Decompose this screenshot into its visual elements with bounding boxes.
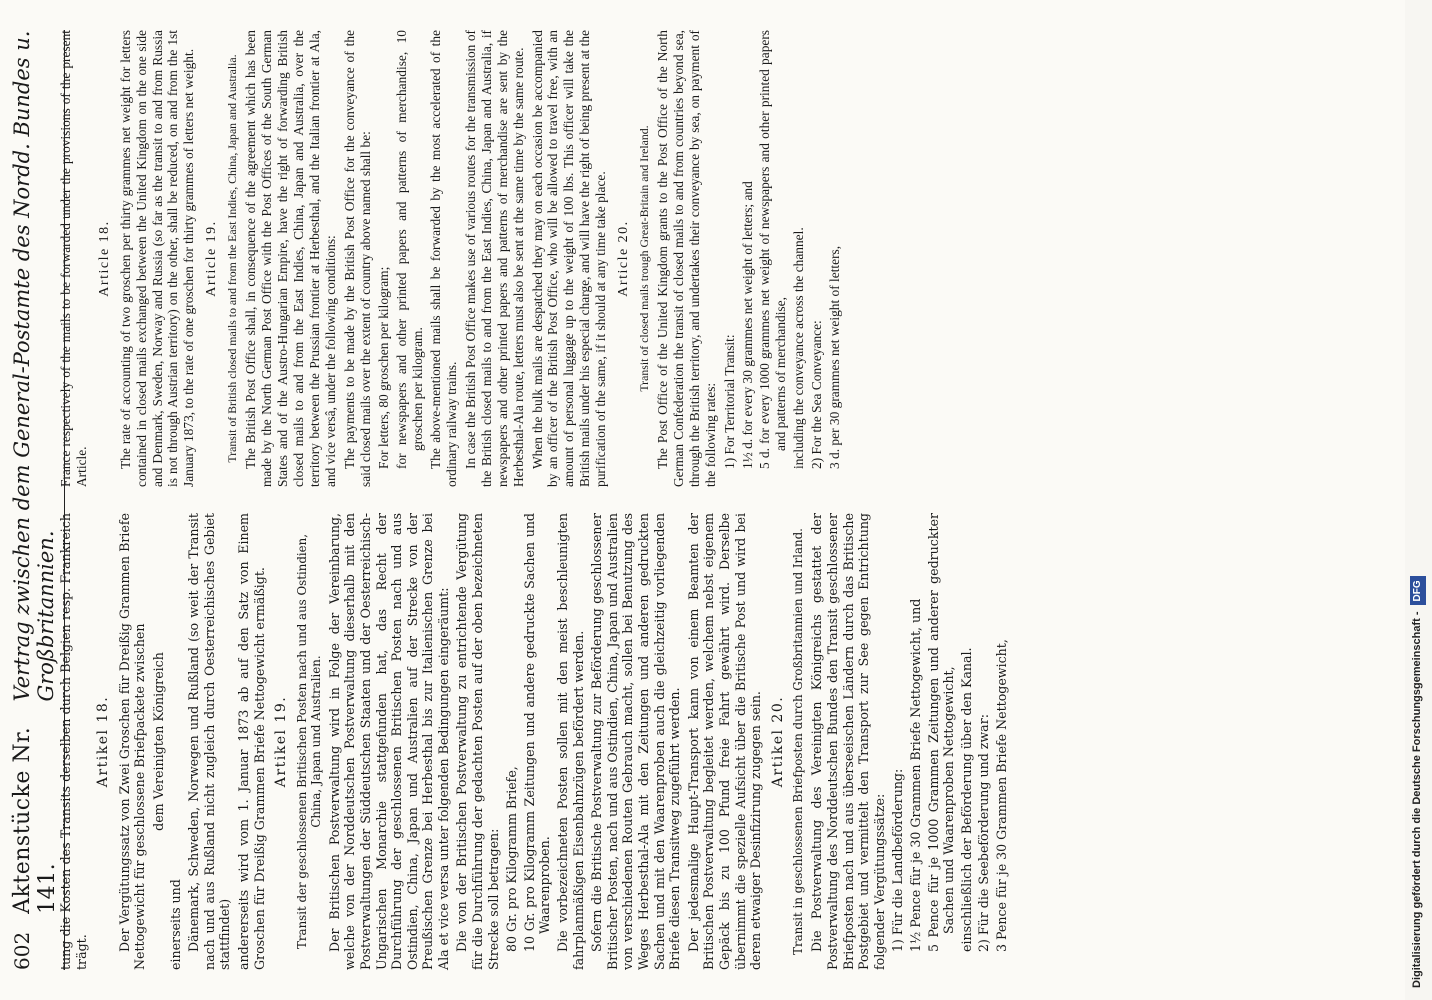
german-line: einerseits und xyxy=(167,879,183,970)
english-list-item: for newspapers and other printed papers and patterns of merchandise, 10 groschen per kilogram. xyxy=(394,30,426,469)
german-paragraph: Der Vergütungssatz von Zwei Groschen für Dreißig Grammen Briefe Nettogewicht für geschlossene Briefpackete zwischen xyxy=(116,513,148,970)
german-list-item: 2) Für die Seebeförderung und zwar: xyxy=(976,714,992,952)
english-paragraph: The Post Office of the United Kingdom grants to the Post Office of the North German Confederation the transit of closed mails to and from countries beyond sea, through the British territory, and undertakes their conveyance by sea, on payment of the following rates: xyxy=(655,30,718,487)
english-article-20-heading: Article 20. xyxy=(616,220,632,297)
german-list-item: 5 Pence für je 1000 Grammen Zeitungen und anderer gedruckter Sachen und Waarenproben Nettogewicht, xyxy=(925,513,957,952)
german-paragraph: Dänemark, Schweden, Norwegen und Rußland (so weit der Transit nach und aus Rußland nicht zugleich durch Oesterreichisches Gebiet stattfindet) xyxy=(186,513,233,970)
german-article-20-heading: Artikel 20. xyxy=(769,695,786,788)
german-article-20-subtitle: Transit in geschlossenen Briefposten durch Großbritannien und Irland. xyxy=(791,528,806,955)
english-paragraph: The payments to be made by the British Post Office for the conveyance of the said closed mails over the extent of country above named shall be: xyxy=(341,30,373,487)
english-article-19-heading: Article 19. xyxy=(204,220,220,297)
german-list-item: 1) Für die Landbeförderung: xyxy=(890,768,906,952)
english-paragraph: The above-mentioned mails shall be forwarded by the most accelerated of the ordinary railway trains. xyxy=(428,30,460,487)
english-paragraph: France respectively of the mails to be forwarded under the provisions of the present Article. xyxy=(58,30,89,487)
english-list-item: For letters, 80 groschen per kilogram; xyxy=(376,266,392,469)
german-paragraph: tung die Kosten des Transits derselben durch Belgien resp. Frankreich trägt. xyxy=(58,513,89,970)
english-paragraph: When the bulk mails are despatched they may on each occasion be accompanied by an officer of the British Post Office, who will be allowed to travel free, with an amount of personal luggage up to the weight of 100 lbs. This officer will take the British mails under his especial charge, and will have the right of being present at the purification of the same, if it should at any time take place. xyxy=(529,30,609,487)
german-paragraph: Die Postverwaltung des Vereinigten Königreichs gestattet der Postverwaltung des Norddeutschen Bundes den Transit geschlossener Briefposten nach und aus überseeischen Ländern durch das Britische Postgebiet und vermittelt den Transport zur See gegen Entrichtung folgender Vergütungssätze: xyxy=(809,513,887,970)
english-list-item: 3 d. per 30 grammes net weight of letters, xyxy=(827,245,843,469)
german-paragraph: Der jedesmalige Haupt-Transport kann von einem Beamten der Britischen Postverwaltung begleitet werden, welchem nebst eigenem Gepäck bis zu 100 Pfund freie Fahrt gewährt wird. Derselbe übernimmt die spezielle Aufsicht über die Britische Post und wird bei deren etwaiger Desinfizirung zugegen sein. xyxy=(685,513,764,970)
english-list-item: including the conveyance across the channel. xyxy=(791,227,807,469)
text-columns xyxy=(58,30,1385,970)
english-article-20-subtitle: Transit of closed mails trough Great-Britain and Ireland. xyxy=(637,125,651,392)
english-list-item: 2) For the Sea Conveyance: xyxy=(809,320,825,469)
german-article-19-heading: Artikel 19. xyxy=(273,695,290,788)
digitization-credit xyxy=(1400,12,1426,988)
german-article-19-subtitle: Transit der geschlossenen Britischen Posten nach und aus Ostindien, China, Japan und Australien. xyxy=(294,534,323,949)
german-column xyxy=(58,513,1385,970)
english-column xyxy=(58,30,1385,487)
english-list-item: 1½ d. for every 30 grammes net weight of letters; and xyxy=(739,181,755,469)
german-list-item: 1½ Pence für je 30 Grammen Briefe Nettogewicht, und xyxy=(907,598,923,952)
german-list-item: 80 Gr. pro Kilogramm Briefe, xyxy=(504,766,520,952)
dfg-logo: DFG xyxy=(1410,576,1426,605)
english-paragraph: The British Post Office shall, in consequence of the agreement which has been made by the North German Post Office with the Post Offices of the South German States and of the Austro-Hungarian Empire, have the right of forwarding British closed mails to and from the East Indies, China, Japan and Australia, over the territory between the Prussian frontier at Herbesthal, and the Italian frontier at Ala, and vice versâ, under the following conditions: xyxy=(243,30,338,487)
page-number: 602 xyxy=(10,931,34,970)
english-list-item: 1) For Territorial Transit: xyxy=(721,334,737,469)
german-paragraph: Der Britischen Postverwaltung wird in Folge der Vereinbarung, welche von der Norddeutschen Postverwaltung dieserhalb mit den Postverwaltungen der Süddeutschen Staaten und der Oesterreichisch-Ungarischen Monarchie stattgefunden hat, das Recht der Durchführung der geschlossenen Britischen Posten nach und aus Ostindien, China, Japan und Australien auf der Strecke von der Preußischen Grenze bei Herbesthal bis zur Italienischen Grenze bei Ala et vice versa unter folgenden Bedingungen eingeräumt: xyxy=(326,513,451,970)
english-list-item: 5 d. for every 1000 grammes net weight of newspapers and other printed papers and patterns of merchandise, xyxy=(757,30,789,469)
credit-text: Digitalisierung gefördert durch die Deutsche Forschungsgemeinschaft - xyxy=(1411,611,1423,988)
german-paragraph: Sofern die Britische Postverwaltung zur Beförderung geschlossener Britischer Posten, nach und aus Ostindien, China, Japan und Australien von verschiedenen Routen Gebrauch macht, sollen bei Benutzung des Weges Herbesthal-Ala mit den Zeitungen und anderen gedruckten Sachen und mit den Waarenproben auch die gleichzeitig vorliegenden Briefe diesen Transitweg zugeführt werden. xyxy=(589,513,683,970)
english-paragraph: In case the British Post Office makes use of various routes for the transmission of the British closed mails to and from the East Indies, China, Japan and Australia, if newspapers and other printed papers and patterns of merchandise are sent by the Herbesthal-Ala route, letters must also be sent at the same time by the same route. xyxy=(462,30,526,487)
english-article-19-subtitle: Transit of British closed mails to and from the East Indies, China, Japan and Australia. xyxy=(225,54,240,463)
document-label: Aktenstücke Nr. 141. xyxy=(10,726,60,914)
english-paragraph: The rate of accounting of two groschen per thirty grammes net weight for letters contained in closed mails exchanged between the United Kingdom on the one side and Denmark, Sweden, Norway and Russia (so far as the transit to and from Russia is not through Austrian territory) on the other, shall be reduced, on and from the 1st January 1873, to the rate of one groschen for thirty grammes of letters net weight. xyxy=(117,30,197,487)
english-article-18-heading: Article 18. xyxy=(96,220,112,297)
german-line: dem Vereinigten Königreich xyxy=(150,652,166,831)
german-paragraph: Die vorbezeichneten Posten sollen mit den meist beschleunigten fahrplanmäßigen Eisenbahnzügen befördert werden. xyxy=(555,513,586,970)
german-list-item: einschließlich der Beförderung über den Kanal. xyxy=(958,647,974,952)
running-head xyxy=(10,30,65,970)
german-paragraph: Die von der Britischen Postverwaltung zu entrichtende Vergütung für die Durchführung der gedachten Posten auf der oben bezeichneten Strecke soll betragen: xyxy=(454,513,501,970)
german-article-18-heading: Artikel 18. xyxy=(95,695,112,788)
german-paragraph: andererseits wird vom 1. Januar 1873 ab auf den Satz von Einem Groschen für Dreißig Grammen Briefe Nettogewicht ermäßigt. xyxy=(235,513,267,970)
german-list-item: 3 Pence für je 30 Grammen Briefe Nettogewicht, xyxy=(993,639,1009,952)
running-title: Vertrag zwischen dem General-Postamte des Nordd. Bundes u. Großbritannien. xyxy=(10,30,58,702)
german-list-item: 10 Gr. pro Kilogramm Zeitungen und andere gedruckte Sachen und Waarenproben. xyxy=(521,513,553,952)
